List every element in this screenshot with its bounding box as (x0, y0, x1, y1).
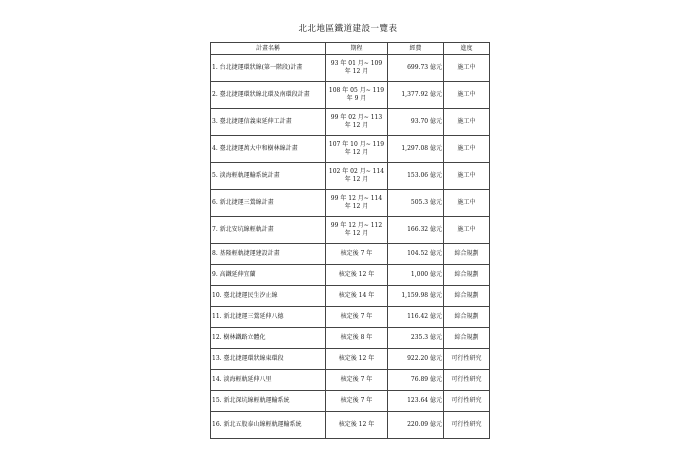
project-period: 108 年 05 月~ 119 年 9 月 (326, 82, 388, 109)
project-name: 12. 樹林鐵路立體化 (211, 328, 326, 349)
project-status: 施工中 (444, 217, 490, 244)
project-period: 核定後 12 年 (326, 265, 388, 286)
project-name: 6. 新北捷運三鶯線計畫 (211, 190, 326, 217)
railway-projects-table (210, 42, 490, 439)
table-row (211, 286, 490, 307)
project-status: 可行性研究 (444, 349, 490, 370)
project-status: 可行性研究 (444, 391, 490, 412)
project-status: 綜合規劃 (444, 328, 490, 349)
project-status: 施工中 (444, 82, 490, 109)
page-title: 北北地區鐵道建設一覽表 (298, 24, 398, 34)
project-budget: 116.42 億元 (388, 307, 444, 328)
project-name: 1. 台北捷運環狀線(第一階段)計畫 (211, 55, 326, 82)
table-row (211, 109, 490, 136)
table-row (211, 163, 490, 190)
header-period: 期程 (326, 43, 388, 55)
header-name: 計畫名稱 (211, 43, 326, 55)
project-status: 綜合規劃 (444, 307, 490, 328)
project-period: 核定後 7 年 (326, 370, 388, 391)
project-budget: 93.70 億元 (388, 109, 444, 136)
project-budget: 220.09 億元 (388, 412, 444, 439)
project-name: 7. 新北安坑線輕軌計畫 (211, 217, 326, 244)
project-period: 107 年 10 月~ 119 年 12 月 (326, 136, 388, 163)
table-row (211, 190, 490, 217)
project-name: 13. 臺北捷運環狀線東環段 (211, 349, 326, 370)
table-row (211, 82, 490, 109)
project-budget: 505.3 億元 (388, 190, 444, 217)
project-budget: 153.06 億元 (388, 163, 444, 190)
project-period: 核定後 7 年 (326, 244, 388, 265)
project-budget: 1,377.92 億元 (388, 82, 444, 109)
project-name: 5. 淡海輕軌運輸系統計畫 (211, 163, 326, 190)
project-budget: 1,000 億元 (388, 265, 444, 286)
table-row (211, 55, 490, 82)
project-name: 2. 臺北捷運環狀線北環及南環段計畫 (211, 82, 326, 109)
table-row (211, 307, 490, 328)
table-row (211, 412, 490, 439)
project-status: 綜合規劃 (444, 286, 490, 307)
project-period: 99 年 12 月~ 112 年 12 月 (326, 217, 388, 244)
table-row (211, 244, 490, 265)
project-period: 核定後 7 年 (326, 307, 388, 328)
project-period: 核定後 12 年 (326, 349, 388, 370)
project-period: 99 年 02 月~ 113 年 12 月 (326, 109, 388, 136)
project-budget: 104.52 億元 (388, 244, 444, 265)
table-row (211, 265, 490, 286)
project-period: 102 年 02 月~ 114 年 12 月 (326, 163, 388, 190)
header-status: 進度 (444, 43, 490, 55)
project-period: 核定後 8 年 (326, 328, 388, 349)
header-budget: 經費 (388, 43, 444, 55)
project-status: 施工中 (444, 163, 490, 190)
project-budget: 1,159.98 億元 (388, 286, 444, 307)
table-row (211, 349, 490, 370)
table-row (211, 328, 490, 349)
table-row (211, 136, 490, 163)
table-header-row (211, 43, 490, 55)
project-period: 核定後 7 年 (326, 391, 388, 412)
project-period: 99 年 12 月~ 114 年 12 月 (326, 190, 388, 217)
project-budget: 922.20 億元 (388, 349, 444, 370)
project-budget: 235.3 億元 (388, 328, 444, 349)
project-status: 施工中 (444, 109, 490, 136)
project-status: 可行性研究 (444, 412, 490, 439)
table-row (211, 370, 490, 391)
project-period: 核定後 14 年 (326, 286, 388, 307)
project-name: 9. 高鐵延伸宜蘭 (211, 265, 326, 286)
project-budget: 166.32 億元 (388, 217, 444, 244)
project-budget: 123.64 億元 (388, 391, 444, 412)
project-period: 93 年 01 月~ 109 年 12 月 (326, 55, 388, 82)
project-name: 4. 臺北捷運萬大中和樹林線計畫 (211, 136, 326, 163)
project-name: 3. 臺北捷運信義東延伸工計畫 (211, 109, 326, 136)
project-status: 綜合規劃 (444, 265, 490, 286)
project-name: 14. 淡海輕軌延伸八里 (211, 370, 326, 391)
table-row (211, 391, 490, 412)
project-name: 16. 新北五股泰山線輕軌運輸系統 (211, 412, 326, 439)
project-period: 核定後 12 年 (326, 412, 388, 439)
project-budget: 699.73 億元 (388, 55, 444, 82)
project-status: 可行性研究 (444, 370, 490, 391)
project-budget: 1,297.08 億元 (388, 136, 444, 163)
project-name: 8. 基隆輕軌捷運建設計畫 (211, 244, 326, 265)
project-budget: 76.89 億元 (388, 370, 444, 391)
project-status: 施工中 (444, 190, 490, 217)
project-name: 15. 新北深坑線輕軌運輸系統 (211, 391, 326, 412)
project-name: 11. 新北捷運三鶯延伸八德 (211, 307, 326, 328)
project-status: 綜合規劃 (444, 244, 490, 265)
project-name: 10. 臺北捷運民生汐止線 (211, 286, 326, 307)
project-status: 施工中 (444, 55, 490, 82)
table-row (211, 217, 490, 244)
project-status: 施工中 (444, 136, 490, 163)
